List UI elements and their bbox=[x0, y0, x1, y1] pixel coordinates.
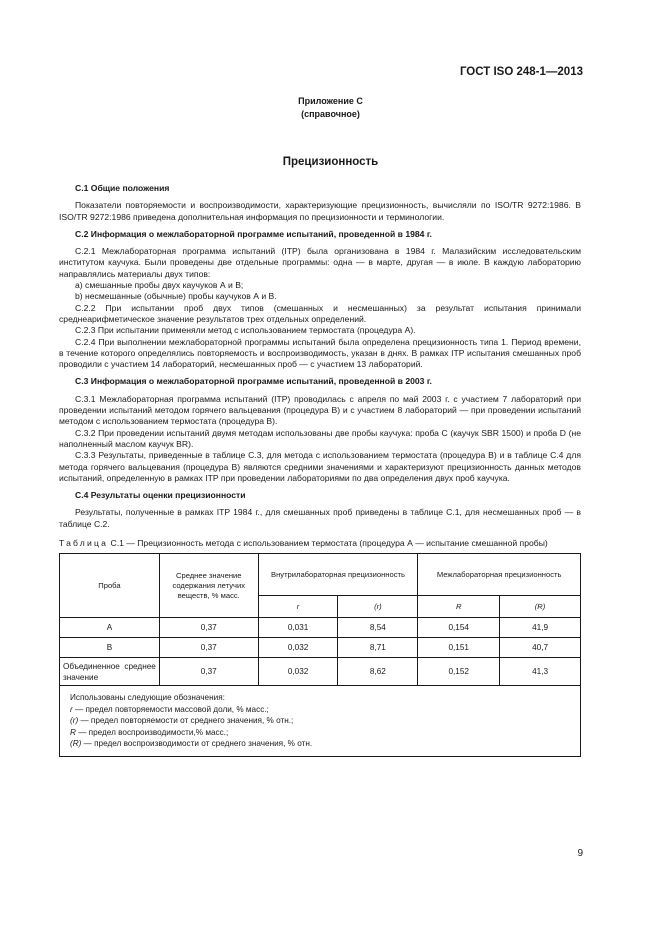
header-mean: Среднее значение содержания летучих веществ, % масс. bbox=[159, 554, 258, 618]
section-heading-c3: С.3 Информация о межлабораторной программе испытаний, проведенной в 2003 г. bbox=[75, 376, 432, 387]
page-title: Прецизионность bbox=[282, 156, 379, 168]
paragraph-c2-2: С.2.2 При испытании проб двух типов (смешанных и несмешанных) за результат испытания принимали среднеарифметическое значение результатов трех отдельных определений. bbox=[59, 302, 581, 324]
table-notes bbox=[60, 686, 581, 757]
table-caption-text: С.1 — Прецизионность метода с использованием термостата (процедура А — испытание смешанной пробы) bbox=[110, 538, 548, 549]
appendix-kind: (справочное) bbox=[301, 109, 360, 119]
note-item: r — предел повторяемости массовой доли, % масс.; bbox=[70, 704, 269, 714]
paragraph-c2-4: С.2.4 При выполнении межлабораторной программы испытаний была определена прецизионность типа 1. Период времени, в течение которого определялись повторяемость и воспроизводимость, указан в днях. В рамках ITP испытания смешанных проб проводили с участием 14 лабораторий, несмешанных проб — с участием 13 лабораторий. bbox=[59, 336, 581, 370]
section-heading-c4: С.4 Результаты оценки прецизионности bbox=[75, 490, 246, 501]
cell-R-rel: 41,3 bbox=[500, 658, 581, 686]
section-heading-c1: С.1 Общие положения bbox=[75, 183, 170, 193]
cell-sample: Объединенное среднее значение bbox=[60, 658, 160, 686]
cell-r-rel: 8,62 bbox=[338, 658, 418, 686]
precision-table bbox=[59, 553, 581, 757]
note-item: (r) — предел повторяемости от среднего значения, % отн.; bbox=[70, 716, 294, 726]
cell-R-rel: 40,7 bbox=[500, 638, 581, 658]
paragraph-c3-2: С.3.2 При проведении испытаний двумя методам использованы две пробы каучука: проба С (каучук SBR 1500) и проба D (не наполненный маслом каучук BR). bbox=[59, 427, 581, 449]
list-item-a: a) смешанные пробы двух каучуков А и В; bbox=[75, 280, 244, 291]
note-item: R — предел воспроизводимости,% масс.; bbox=[70, 727, 229, 737]
list-item-b: b) несмешанные (обычные) пробы каучуков А и В. bbox=[75, 291, 277, 302]
cell-r: 0,032 bbox=[258, 638, 338, 658]
table-caption bbox=[59, 538, 581, 549]
appendix-label: Приложение С bbox=[298, 96, 363, 106]
paragraph-c2-1: С.2.1 Межлабораторная программа испытаний (ITP) была организована в 1984 г. Малазийским исследовательским институтом каучука. Были проведены две отдельные программы: одна — в марте, другая — в июле. В каждую лабораторию направлялись материалы двух типов: bbox=[59, 246, 581, 279]
cell-mean: 0,37 bbox=[159, 658, 258, 686]
appendix-block bbox=[0, 95, 661, 121]
header-between-lab: Межлабораторная прецизионность bbox=[418, 554, 581, 596]
table-caption-word: Таблица bbox=[59, 538, 109, 549]
table-row bbox=[60, 618, 581, 638]
cell-r-rel: 8,71 bbox=[338, 638, 418, 658]
paragraph-c3-1: С.3.1 Межлабораторная программа испытаний (ITP) проводилась с апреля по май 2003 г. с участием 7 лабораторий при проведении испытаний методом горячего вальцевания (процедура В) и с участием 8 лабораторий — при проведении испытаний методом с использованием термостата (процедура В). bbox=[59, 393, 581, 427]
paragraph-c2-3: С.2.3 При испытании применяли метод с использованием термостата (процедура А). bbox=[75, 325, 416, 336]
header-within-lab: Внутрилабораторная прецизионность bbox=[258, 554, 418, 596]
cell-r: 0,032 bbox=[258, 658, 338, 686]
section-heading-c2: С.2 Информация о межлабораторной программе испытаний, проведенной в 1984 г. bbox=[75, 228, 432, 239]
cell-sample: В bbox=[60, 638, 160, 658]
paragraph-c3-3: С.3.3 Результаты, приведенные в таблице С.3, для метода с использованием термостата (процедура В) и в таблице С.4 для метода горячего вальцевания (процедура В) являются средними значениями и характеризуют прецизионность данных методов испытаний, определенную в рамках ITP при проведении лабораториями по два определения двух проб каучука. bbox=[59, 450, 581, 483]
header-sample: Проба bbox=[60, 554, 160, 618]
standard-number: ГОСТ ISO 248-1—2013 bbox=[459, 66, 583, 78]
cell-mean: 0,37 bbox=[159, 618, 258, 638]
notes-intro: Использованы следующие обозначения: bbox=[70, 693, 225, 703]
header-r-rel: (r) bbox=[338, 596, 418, 618]
header-r: r bbox=[258, 596, 338, 618]
page-number: 9 bbox=[577, 848, 583, 859]
header-R-rel: (R) bbox=[500, 596, 581, 618]
cell-R: 0,152 bbox=[418, 658, 500, 686]
table-row bbox=[60, 638, 581, 658]
document-body bbox=[59, 183, 581, 757]
cell-R-rel: 41,9 bbox=[500, 618, 581, 638]
paragraph-c1: Показатели повторяемости и воспроизводимости, характеризующие прецизионность, вычисляли по ISO/TR 9272:1986. В ISO/TR 9272:1986 приведена дополнительная информация по прецизионности и терминологии. bbox=[59, 200, 581, 222]
table-row bbox=[60, 658, 581, 686]
cell-R: 0,151 bbox=[418, 638, 500, 658]
paragraph-c4: Результаты, полученные в рамках ITP 1984 г., для смешанных проб приведены в таблице С.1, для несмешанных проб — в таблице С.2. bbox=[59, 507, 581, 529]
cell-R: 0,154 bbox=[418, 618, 500, 638]
cell-r-rel: 8,54 bbox=[338, 618, 418, 638]
cell-mean: 0,37 bbox=[159, 638, 258, 658]
header-R: R bbox=[418, 596, 500, 618]
cell-r: 0,031 bbox=[258, 618, 338, 638]
note-item: (R) — предел воспроизводимости от среднего значения, % отн. bbox=[70, 739, 313, 749]
cell-sample: А bbox=[60, 618, 160, 638]
